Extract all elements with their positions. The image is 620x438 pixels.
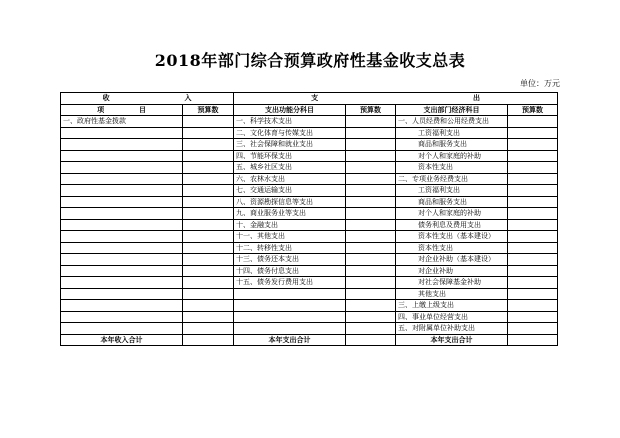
- expense-header-right: 出: [472, 93, 480, 103]
- income-budget-cell: [183, 162, 234, 174]
- table-row: [61, 127, 558, 139]
- func-budget-cell: [346, 150, 396, 162]
- table-row: [61, 208, 558, 220]
- income-budget-cell: [183, 242, 234, 254]
- econ-budget-cell: [508, 323, 558, 335]
- econ-item-cell: 资本性支出: [396, 162, 508, 174]
- econ-budget-cell: [508, 185, 558, 197]
- income-budget-cell: [183, 173, 234, 185]
- income-budget-cell: [183, 231, 234, 243]
- func-item-cell: 七、交通运输支出: [234, 185, 346, 197]
- table-row: [61, 300, 558, 312]
- func-budget-cell: [346, 127, 396, 139]
- econ-budget-cell: [508, 162, 558, 174]
- table-row: [61, 185, 558, 197]
- income-header-right: 入: [184, 93, 192, 103]
- func-budget-cell: [346, 219, 396, 231]
- func-budget-cell: [346, 196, 396, 208]
- income-item-cell: [61, 311, 183, 323]
- col-header-item-left: 项: [97, 104, 105, 114]
- func-item-cell: 八、资源勘探信息等支出: [234, 196, 346, 208]
- func-budget-cell: [346, 300, 396, 312]
- func-budget-cell: [346, 323, 396, 335]
- func-item-cell: 二、文化体育与传媒支出: [234, 127, 346, 139]
- econ-total-value: [508, 334, 558, 346]
- func-item-cell: 十三、债务还本支出: [234, 254, 346, 266]
- econ-budget-cell: [508, 150, 558, 162]
- econ-budget-cell: [508, 208, 558, 220]
- budget-table: [60, 92, 558, 346]
- income-item-cell: [61, 139, 183, 151]
- econ-budget-cell: [508, 139, 558, 151]
- column-header-row: [61, 104, 558, 116]
- econ-item-cell: 债务利息及费用支出: [396, 219, 508, 231]
- income-item-cell: [61, 127, 183, 139]
- income-budget-cell: [183, 219, 234, 231]
- col-header-item-right: 目: [138, 104, 146, 114]
- econ-budget-cell: [508, 196, 558, 208]
- income-item-cell: [61, 219, 183, 231]
- func-item-cell: [234, 323, 346, 335]
- func-budget-cell: [346, 185, 396, 197]
- table-row: [61, 139, 558, 151]
- econ-budget-cell: [508, 173, 558, 185]
- func-item-cell: 十五、债务发行费用支出: [234, 277, 346, 289]
- expense-section-header: [234, 93, 558, 105]
- func-total-value: [346, 334, 396, 346]
- econ-item-cell: 对企业补助（基本建设）: [396, 254, 508, 266]
- econ-item-cell: 对个人和家庭的补助: [396, 208, 508, 220]
- income-item-cell: [61, 323, 183, 335]
- func-item-cell: 五、城乡社区支出: [234, 162, 346, 174]
- func-budget-cell: [346, 173, 396, 185]
- income-item-cell: [61, 208, 183, 220]
- econ-budget-cell: [508, 300, 558, 312]
- func-item-cell: [234, 311, 346, 323]
- table-row: [61, 219, 558, 231]
- income-budget-cell: [183, 185, 234, 197]
- func-item-cell: 四、节能环保支出: [234, 150, 346, 162]
- econ-budget-cell: [508, 265, 558, 277]
- income-item-cell: [61, 265, 183, 277]
- table-row: [61, 150, 558, 162]
- income-item-cell: [61, 185, 183, 197]
- col-header-econ-budget: 预算数: [508, 104, 558, 116]
- table-row: [61, 311, 558, 323]
- income-budget-cell: [183, 208, 234, 220]
- econ-item-cell: 一、人员经费和公用经费支出: [396, 116, 508, 128]
- econ-budget-cell: [508, 277, 558, 289]
- econ-item-cell: 对社会保障基金补助: [396, 277, 508, 289]
- func-item-cell: [234, 300, 346, 312]
- econ-item-cell: 工资福利支出: [396, 127, 508, 139]
- econ-item-cell: 资本性支出: [396, 242, 508, 254]
- income-item-cell: [61, 162, 183, 174]
- income-item-cell: [61, 196, 183, 208]
- income-total-label: 本年收入合计: [61, 334, 183, 346]
- table-row: [61, 277, 558, 289]
- income-header-left: 收: [102, 93, 110, 103]
- income-item-cell: [61, 231, 183, 243]
- econ-item-cell: 工资福利支出: [396, 185, 508, 197]
- table-row: [61, 265, 558, 277]
- econ-item-cell: 对企业补助: [396, 265, 508, 277]
- econ-total-label: 本年支出合计: [396, 334, 508, 346]
- income-item-cell: [61, 242, 183, 254]
- income-budget-cell: [183, 254, 234, 266]
- func-budget-cell: [346, 311, 396, 323]
- econ-item-cell: 三、上缴上级支出: [396, 300, 508, 312]
- income-item-cell: 一、政府性基金拨款: [61, 116, 183, 128]
- income-budget-cell: [183, 311, 234, 323]
- income-budget-cell: [183, 127, 234, 139]
- econ-budget-cell: [508, 127, 558, 139]
- total-row: [61, 334, 558, 346]
- col-header-econ: 支出部门经济科目: [396, 104, 508, 116]
- func-budget-cell: [346, 139, 396, 151]
- income-budget-cell: [183, 300, 234, 312]
- page-title: 2018年部门综合预算政府性基金收支总表: [154, 51, 466, 70]
- income-budget-cell: [183, 196, 234, 208]
- econ-budget-cell: [508, 219, 558, 231]
- func-budget-cell: [346, 242, 396, 254]
- func-budget-cell: [346, 277, 396, 289]
- econ-item-cell: 二、专项业务经费支出: [396, 173, 508, 185]
- income-budget-cell: [183, 150, 234, 162]
- func-item-cell: 十二、转移性支出: [234, 242, 346, 254]
- income-item-cell: [61, 288, 183, 300]
- func-budget-cell: [346, 162, 396, 174]
- income-budget-cell: [183, 265, 234, 277]
- func-item-cell: 九、商业服务业等支出: [234, 208, 346, 220]
- func-item-cell: [234, 288, 346, 300]
- col-header-func: 支出功能分科目: [234, 104, 346, 116]
- econ-item-cell: 对个人和家庭的补助: [396, 150, 508, 162]
- econ-budget-cell: [508, 116, 558, 128]
- func-item-cell: 十、金融支出: [234, 219, 346, 231]
- income-item-cell: [61, 277, 183, 289]
- income-item-cell: [61, 254, 183, 266]
- func-item-cell: 十四、债务付息支出: [234, 265, 346, 277]
- income-item-cell: [61, 150, 183, 162]
- section-header-row: [61, 93, 558, 105]
- table-row: [61, 173, 558, 185]
- func-budget-cell: [346, 231, 396, 243]
- income-budget-cell: [183, 323, 234, 335]
- table-row: [61, 116, 558, 128]
- func-item-cell: 十一、其他支出: [234, 231, 346, 243]
- econ-item-cell: 四、事业单位经营支出: [396, 311, 508, 323]
- econ-budget-cell: [508, 288, 558, 300]
- table-row: [61, 288, 558, 300]
- income-budget-cell: [183, 139, 234, 151]
- table-row: [61, 231, 558, 243]
- table-row: [61, 254, 558, 266]
- func-budget-cell: [346, 254, 396, 266]
- func-budget-cell: [346, 116, 396, 128]
- econ-budget-cell: [508, 242, 558, 254]
- func-budget-cell: [346, 288, 396, 300]
- func-budget-cell: [346, 265, 396, 277]
- econ-item-cell: 商品和服务支出: [396, 139, 508, 151]
- col-header-item: [61, 104, 183, 116]
- col-header-income-budget: 预算数: [183, 104, 234, 116]
- econ-item-cell: 商品和服务支出: [396, 196, 508, 208]
- table-row: [61, 196, 558, 208]
- income-budget-cell: [183, 277, 234, 289]
- func-item-cell: 六、农林水支出: [234, 173, 346, 185]
- expense-header-left: 支: [311, 93, 319, 103]
- econ-item-cell: 五、对附属单位补助支出: [396, 323, 508, 335]
- table-row: [61, 162, 558, 174]
- income-item-cell: [61, 300, 183, 312]
- econ-item-cell: 资本性支出（基本建设）: [396, 231, 508, 243]
- income-total-value: [183, 334, 234, 346]
- econ-budget-cell: [508, 254, 558, 266]
- table-row: [61, 242, 558, 254]
- income-item-cell: [61, 173, 183, 185]
- income-budget-cell: [183, 116, 234, 128]
- income-budget-cell: [183, 288, 234, 300]
- col-header-func-budget: 预算数: [346, 104, 396, 116]
- econ-budget-cell: [508, 231, 558, 243]
- table-row: [61, 323, 558, 335]
- func-budget-cell: [346, 208, 396, 220]
- income-section-header: [61, 93, 234, 105]
- econ-budget-cell: [508, 311, 558, 323]
- unit-label: 单位：万元: [520, 79, 560, 88]
- econ-item-cell: 其他支出: [396, 288, 508, 300]
- func-item-cell: 一、科学技术支出: [234, 116, 346, 128]
- func-total-label: 本年支出合计: [234, 334, 346, 346]
- func-item-cell: 三、社会保障和就业支出: [234, 139, 346, 151]
